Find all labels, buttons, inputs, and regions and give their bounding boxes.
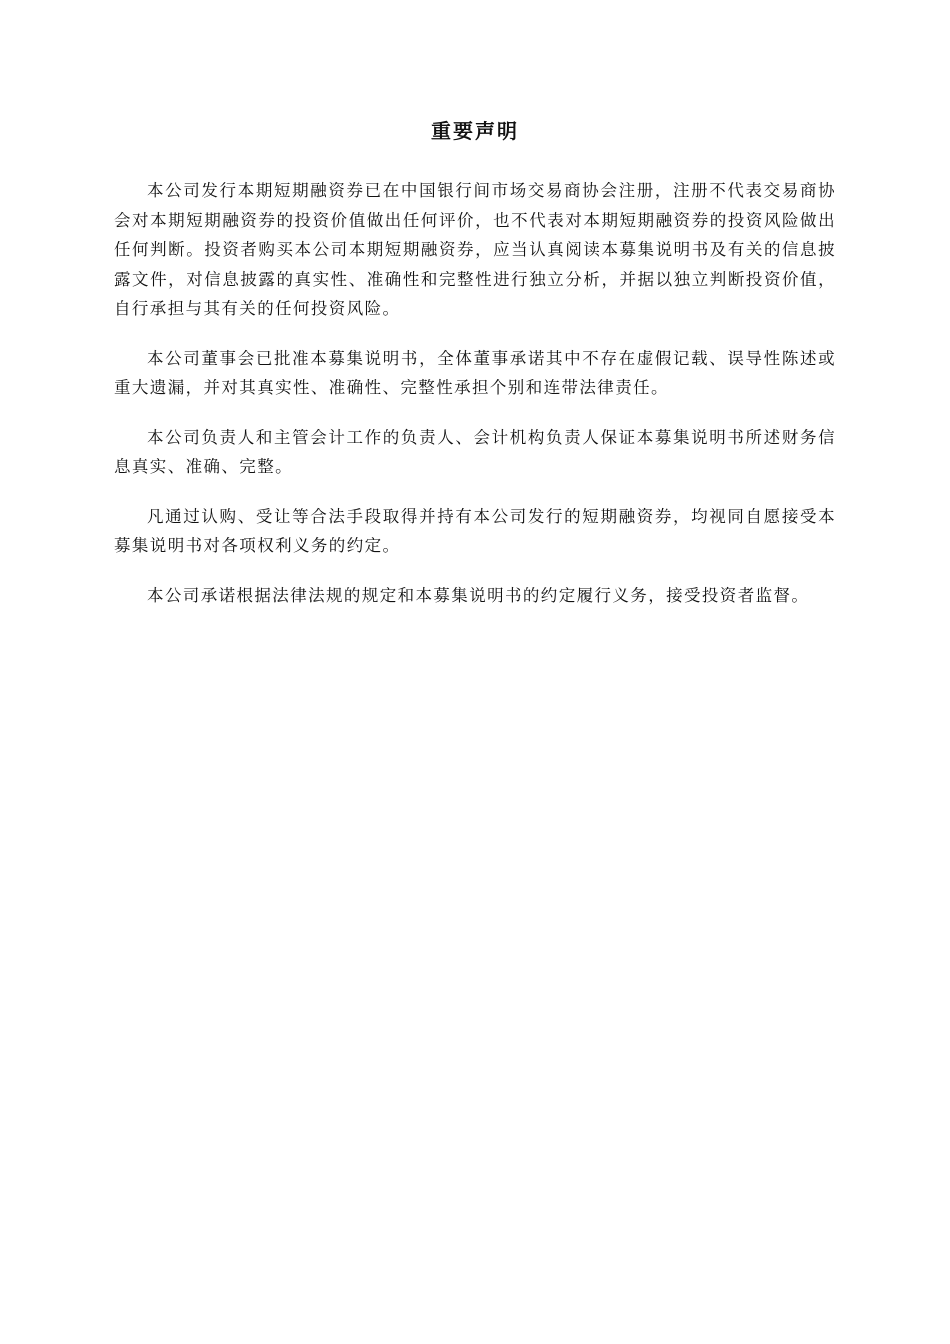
paragraph-investor-acceptance: 凡通过认购、受让等合法手段取得并持有本公司发行的短期融资券，均视同自愿接受本募集说明书对各项权利义务的约定。 bbox=[114, 506, 836, 555]
paragraph-board-approval: 本公司董事会已批准本募集说明书，全体董事承诺其中不存在虚假记载、误导性陈述或重大遗漏，并对其真实性、准确性、完整性承担个别和连带法律责任。 bbox=[114, 348, 836, 397]
paragraph-registration-disclaimer: 本公司发行本期短期融资券已在中国银行间市场交易商协会注册，注册不代表交易商协会对本期短期融资券的投资价值做出任何评价，也不代表对本期短期融资券的投资风险做出任何判断。投资者购买本公司本期短期融资券，应当认真阅读本募集说明书及有关的信息披露文件，对信息披露的真实性、准确性和完整性进行独立分析，并据以独立判断投资价值，自行承担与其有关的任何投资风险。 bbox=[114, 181, 836, 318]
paragraph-financial-assurance: 本公司负责人和主管会计工作的负责人、会计机构负责人保证本募集说明书所述财务信息真实、准确、完整。 bbox=[114, 427, 836, 476]
page-title: 重要声明 bbox=[431, 119, 519, 143]
document-page bbox=[114, 116, 836, 630]
paragraph-company-commitment: 本公司承诺根据法律法规的规定和本募集说明书的约定履行义务，接受投资者监督。 bbox=[147, 585, 810, 605]
